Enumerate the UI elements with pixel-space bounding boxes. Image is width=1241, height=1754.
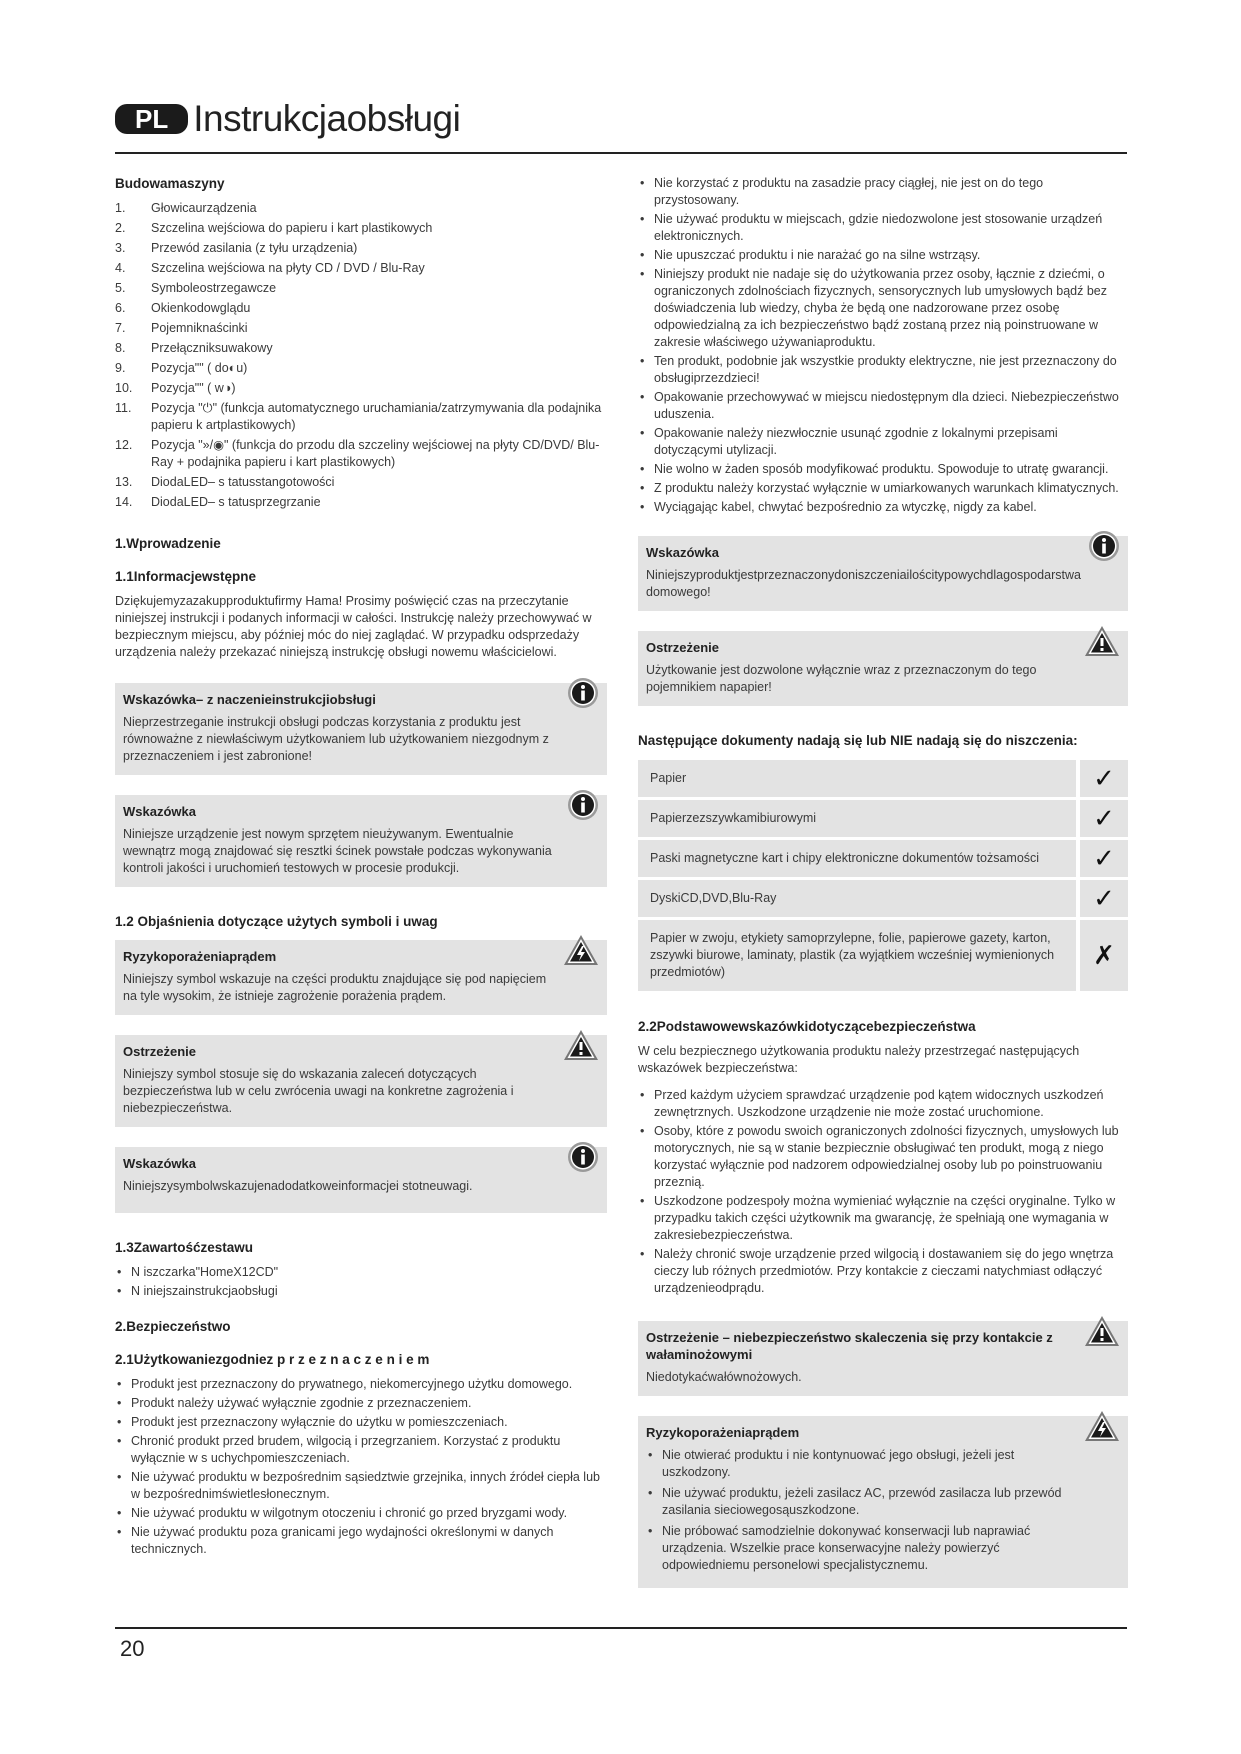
list-item: • Nie używać produktu w bezpośrednim sąsiedztwie grzejnika, innych źródeł ciepła lub w bezpośrednimświetlesłonecznym.: [115, 1469, 607, 1503]
warning-box: [115, 1035, 607, 1127]
safety-title: 2.Bezpieczeństwo: [115, 1319, 231, 1334]
page-title: Instrukcjaobsługi: [193, 98, 461, 139]
table-row: Papierzezszywkamibiurowymi ✓: [638, 800, 1128, 837]
warning-box-container: [638, 631, 1128, 706]
list-item: 10. Pozycja"" ( w◑): [115, 381, 236, 395]
basic-safety-title: 2.2Podstawowewskazówkidotyczącebezpieczeństwa: [638, 1019, 976, 1034]
list-item: • Uszkodzone podzespoły można wymieniać wyłącznie na części oryginalne. Tylko w przypadku takich części użytkownik ma gwarancję, że spełniają one wymagania w zakresiebezpieczeństwa.: [638, 1193, 1128, 1244]
page-header: [115, 98, 460, 140]
box-title: Ryzykoporażeniaprądem: [123, 949, 277, 964]
list-item: • N iszczarka"HomeX12CD": [115, 1264, 607, 1281]
box-text: Niniejsze urządzenie jest nowym sprzętem nieużywanym. Ewentualnie wewnątrz mogą znajdować się resztki ścinek powstałe podczas wykonywania kontroli jakości i uruchomień testowych w procesie produkcji.: [123, 827, 552, 875]
warning-icon: [1084, 625, 1120, 657]
note-box-household: [638, 536, 1128, 611]
usage-list: [115, 1376, 607, 1558]
list-item: 7. Pojemniknaścinki: [115, 321, 248, 335]
header-divider: [115, 152, 1127, 154]
warning-box-cutting: [638, 1321, 1128, 1396]
intro-title: 1.Wprowadzenie: [115, 536, 221, 551]
build-list: [115, 200, 607, 511]
symbols-title: 1.2 Objaśnienia dotyczące użytych symboli i uwag: [115, 914, 438, 929]
list-item: • Produkt jest przeznaczony wyłącznie do użytku w pomieszczeniach.: [115, 1414, 607, 1431]
list-item: 3. Przewód zasilania (z tyłu urządzenia): [115, 241, 358, 255]
checkmark-icon: ✓: [1076, 800, 1128, 837]
checkmark-icon: ✓: [1076, 880, 1128, 917]
table-row: Papier w zwoju, etykiety samoprzylepne, folie, papierowe gazety, karton, zszywki biurowe, laminaty, plastik (za wyjątkiem wcześniej wymienionych przedmiotów) ✗: [638, 920, 1128, 991]
list-item: 14. DiodaLED– s tatusprzegrzanie: [115, 495, 321, 509]
box-title: Ostrzeżenie: [646, 640, 719, 655]
table-row: Paski magnetyczne kart i chipy elektroniczne dokumentów tożsamości ✓: [638, 840, 1128, 877]
right-column: [638, 175, 1128, 1588]
language-badge: PL: [115, 104, 188, 134]
box-text: Niedotykaćwałównożowych.: [646, 1370, 802, 1384]
list-item: 11. Pozycja "⏻" (funkcja automatycznego uruchamiania/zatrzymywania dla podajnika papieru k artplastikowych): [115, 401, 602, 432]
info-text: Dziękujemyzazakupproduktufirmy Hama! Prosimy poświęcić czas na przeczytanie niniejszej instrukcji i podanych informacji w całości. Instrukcję należy przechowywać w bezpiecznym miejscu, aby później móc do niej zaglądać. W przypadku odsprzedaży urządzenia należy przekazać niniejszą instrukcję obsługi nowemu właścicielowi.: [115, 594, 592, 659]
shock-risk-box: [115, 940, 607, 1015]
cross-icon: ✗: [1076, 920, 1128, 991]
list-item: • Produkt jest przeznaczony do prywatnego, niekomercyjnego użytku domowego.: [115, 1376, 607, 1393]
box-title: Wskazówka: [646, 545, 719, 560]
electric-hazard-icon: [1084, 1410, 1120, 1442]
page-number: 20: [120, 1636, 145, 1661]
box-list: [646, 1447, 1082, 1574]
list-item: • Chronić produkt przed brudem, wilgocią i przegrzaniem. Korzystać z produktu wyłącznie w s uchychpomieszczeniach.: [115, 1433, 607, 1467]
build-title: Budowamaszyny: [115, 176, 225, 191]
list-item: • Nie próbować samodzielnie dokonywać konserwacji lub naprawiać urządzenia. Wszelkie prace konserwacyjne należy powierzyć odpowiedniemu personelowi specjalistycznemu.: [646, 1523, 1082, 1574]
info-title: 1.1Informacjewstępne: [115, 569, 257, 584]
list-item: • Osoby, które z powodu swoich ograniczonych zdolności fizycznych, umysłowych lub motorycznych, nie są w stanie bezpiecznie obsługiwać ten produkt, mogą z niego korzystać wyłącznie pod nadzorem odpowiedzialnej osoby lub po poinstruowaniu przeznią.: [638, 1123, 1128, 1191]
box-title: Wskazówka: [123, 1156, 196, 1171]
list-item: • Ten produkt, podobnie jak wszystkie produkty elektryczne, nie jest przeznaczony do obsługiprzezdzieci!: [638, 353, 1128, 387]
list-item: • Nie używać produktu, jeżeli zasilacz AC, przewód zasilacza lub przewód zasilania sieciowegosąuszkodzone.: [646, 1485, 1082, 1519]
info-icon: [567, 677, 599, 709]
checkmark-icon: ✓: [1076, 760, 1128, 797]
list-item: • Nie używać produktu w miejscach, gdzie niedozwolone jest stosowanie urządzeń elektronicznych.: [638, 211, 1128, 245]
table-row: Papier ✓: [638, 760, 1128, 797]
footer-divider: [115, 1627, 1127, 1629]
list-item: 9. Pozycja"" ( do◐u): [115, 361, 248, 375]
contents-list: [115, 1264, 607, 1300]
box-text: Niniejszy symbol stosuje się do wskazania zaleceń dotyczących bezpieczeństwa lub w celu zwrócenia uwagi na konkretne zagrożenia i niebezpieczeństwa.: [123, 1067, 514, 1115]
list-item: • N iniejszainstrukcjaobsługi: [115, 1283, 607, 1300]
warning-icon: [563, 1029, 599, 1061]
box-text: Nieprzestrzeganie instrukcji obsługi podczas korzystania z produktu jest równoważne z niewłaściwym użytkowaniem lub użytkowaniem niezgodnym z przeznaczeniem i jest zabronione!: [123, 715, 549, 763]
list-item: • Nie używać produktu w wilgotnym otoczeniu i chronić go przed bryzgami wody.: [115, 1505, 607, 1522]
list-item: 13. DiodaLED– s tatusstangotowości: [115, 475, 335, 489]
list-item: 5. Symboleostrzegawcze: [115, 281, 277, 295]
warning-icon: [1084, 1315, 1120, 1347]
basic-safety-list: [638, 1087, 1128, 1297]
box-title: Wskazówka– z naczenieinstrukcjiobsługi: [123, 692, 376, 707]
note-box-symbols: [115, 1147, 607, 1213]
box-title: Ostrzeżenie: [123, 1044, 196, 1059]
list-item: • Przed każdym użyciem sprawdzać urządzenie pod kątem widocznych uszkodzeń zewnętrznych. Uszkodzone urządzenie nie może zostać uruchomione.: [638, 1087, 1128, 1121]
list-item: • Opakowanie przechowywać w miejscu niedostępnym dla dzieci. Niebezpieczeństwo uduszenia.: [638, 389, 1128, 423]
box-title: Wskazówka: [123, 804, 196, 819]
left-column: [115, 175, 607, 1560]
electric-hazard-icon: [563, 934, 599, 966]
list-item: • Produkt należy używać wyłącznie zgodnie z przeznaczeniem.: [115, 1395, 607, 1412]
list-item: • Nie wolno w żaden sposób modyfikować produktu. Spowoduje to utratę gwarancji.: [638, 461, 1128, 478]
list-item: 12. Pozycja "»/◉" (funkcja do przodu dla szczeliny wejściowej na płyty CD/DVD/ Blu-Ray + podajnika papieru i kart plastikowych): [115, 438, 600, 469]
box-text: Niniejszy symbol wskazuje na części produktu znajdujące się pod napięciem na tyle wysokim, że istnieje zagrożenie porażenia prądem.: [123, 972, 547, 1003]
box-text: Użytkowanie jest dozwolone wyłącznie wraz z przeznaczonym do tego pojemnikiem napapier!: [646, 663, 1037, 694]
list-item: • Opakowanie należy niezwłocznie usunąć zgodnie z lokalnymi przepisami dotyczącymi utylizacji.: [638, 425, 1128, 459]
list-item: • Nie używać produktu poza granicami jego wydajności określonymi w danych technicznych.: [115, 1524, 607, 1558]
box-text: Niniejszyproduktjestprzeznaczonydoniszczeniailościtypowychdlagospodarstwa domowego!: [646, 568, 1081, 599]
box-text: Niniejszysymbolwskazujenadodatkoweinformacjei stotneuwagi.: [123, 1179, 473, 1193]
checkmark-icon: ✓: [1076, 840, 1128, 877]
box-title: Ryzykoporażeniaprądem: [646, 1425, 800, 1440]
list-item: • Niniejszy produkt nie nadaje się do użytkowania przez osoby, łącznie z dziećmi, o ograniczonych zdolnościach fizycznych, sensorycznych lub umysłowych bądź bez doświadczenia lub wiedzy, chyba że będą one nadzorowane przez osobę odpowiedzialną za ich bezpieczeństwo bądź zostaną przez nią poinstruowane w zakresie właściwego używaniaproduktu.: [638, 266, 1128, 351]
box-title: Ostrzeżenie – niebezpieczeństwo skaleczenia się przy kontakcie z wałaminożowymi: [646, 1330, 1053, 1362]
list-item: 4. Szczelina wejściowa na płyty CD / DVD / Blu-Ray: [115, 261, 425, 275]
list-item: 8. Przełączniksuwakowy: [115, 341, 273, 355]
list-item: • Nie upuszczać produktu i nie narażać go na silne wstrząsy.: [638, 247, 1128, 264]
list-item: • Nie otwierać produktu i nie kontynuować jego obsługi, jeżeli jest uszkodzony.: [646, 1447, 1082, 1481]
list-item: 6. Okienkodowglądu: [115, 301, 251, 315]
info-icon: [1088, 530, 1120, 562]
list-item: • Wyciągając kabel, chwytać bezpośrednio za wtyczkę, nigdy za kabel.: [638, 499, 1128, 516]
list-item: • Z produktu należy korzystać wyłącznie w umiarkowanych warunkach klimatycznych.: [638, 480, 1128, 497]
list-item: • Należy chronić swoje urządzenie przed wilgocią i dostawaniem się do jego wnętrza cieczy lub różnych przedmiotów. Przy kontakcie z cieczami natychmiast odłączyć urządzenieodprądu.: [638, 1246, 1128, 1297]
info-icon: [567, 1141, 599, 1173]
note-box-instructions: [115, 683, 607, 775]
list-item: • Nie korzystać z produktu na zasadzie pracy ciągłej, nie jest on do tego przystosowany.: [638, 175, 1128, 209]
shock-risk-box-2: [638, 1416, 1128, 1588]
table-row: DyskiCD,DVD,Blu-Ray ✓: [638, 880, 1128, 917]
info-icon: [567, 789, 599, 821]
list-item: 2. Szczelina wejściowa do papieru i kart plastikowych: [115, 221, 433, 235]
list-item: 1. Głowicaurządzenia: [115, 201, 257, 215]
documents-table: [638, 757, 1128, 994]
documents-title: Następujące dokumenty nadają się lub NIE nadają się do niszczenia:: [638, 733, 1078, 748]
contents-title: 1.3Zawartośćzestawu: [115, 1240, 254, 1255]
note-box-new-device: [115, 795, 607, 887]
safety-list-continued: [638, 175, 1128, 516]
basic-safety-intro: W celu bezpiecznego użytkowania produktu należy przestrzegać następujących wskazówek bezpieczeństwa:: [638, 1044, 1080, 1075]
usage-title: 2.1Użytkowaniezgodniez p r z e z n a c z e n i e m: [115, 1352, 430, 1367]
